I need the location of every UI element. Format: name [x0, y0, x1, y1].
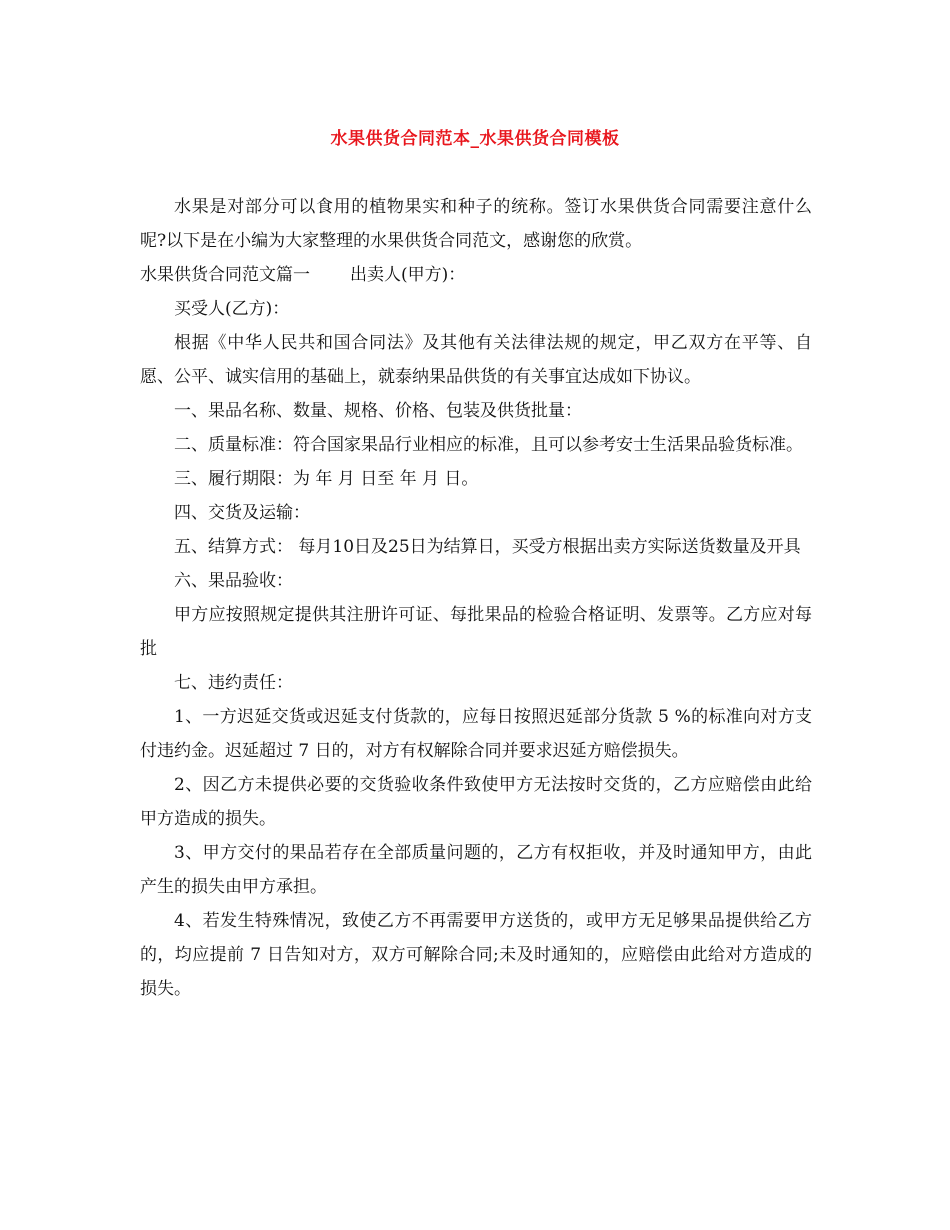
section-heading: 水果供货合同范文篇一 — [140, 265, 310, 285]
clause-6: 六、果品验收： — [174, 571, 293, 591]
document-title: 水果供货合同范本_水果供货合同模板 — [330, 129, 620, 149]
liability-item-1: 1、一方迟延交货或迟延支付货款的，应每日按照迟延部分货款 5 %的标准向对方支付违约金。迟延超过 7 日的，对方有权解除合同并要求迟延方赔偿损失。 — [140, 707, 812, 761]
clause-7: 七、违约责任： — [174, 673, 293, 693]
liability-item-2: 2、因乙方未提供必要的交货验收条件致使甲方无法按时交货的，乙方应赔偿由此给甲方造成的损失。 — [140, 775, 812, 829]
clause-3: 三、履行期限：为 年 月 日至 年 月 日。 — [174, 469, 479, 489]
seller-label: 出卖人(甲方)： — [350, 265, 466, 285]
clause-6-text: 甲方应按照规定提供其注册许可证、每批果品的检验合格证明、发票等。乙方应对每批 — [140, 605, 812, 659]
preamble-paragraph: 根据《中华人民共和国合同法》及其他有关法律法规的规定，甲乙双方在平等、自愿、公平、诚实信用的基础上，就泰纳果品供货的有关事宜达成如下协议。 — [140, 333, 812, 387]
liability-item-4: 4、若发生特殊情况，致使乙方不再需要甲方送货的，或甲方无足够果品提供给乙方的，均应提前 7 日告知对方，双方可解除合同;未及时通知的，应赔偿由此给对方造成的损失。 — [140, 911, 812, 999]
document-body — [140, 190, 812, 1006]
section-heading-line — [140, 258, 812, 292]
clause-4: 四、交货及运输： — [174, 503, 310, 523]
clause-5: 五、结算方式： 每月10日及25日为结算日，买受方根据出卖方实际送货数量及开具 — [174, 537, 801, 557]
clause-1: 一、果品名称、数量、规格、价格、包装及供货批量： — [174, 401, 582, 421]
liability-item-3: 3、甲方交付的果品若存在全部质量问题的，乙方有权拒收，并及时通知甲方，由此产生的损失由甲方承担。 — [140, 843, 812, 897]
clause-2: 二、质量标准：符合国家果品行业相应的标准，且可以参考安士生活果品验货标准。 — [174, 435, 803, 455]
intro-paragraph: 水果是对部分可以食用的植物果实和种子的统称。签订水果供货合同需要注意什么呢?以下是在小编为大家整理的水果供货合同范文，感谢您的欣赏。 — [140, 197, 812, 251]
buyer-label: 买受人(乙方)： — [174, 299, 290, 319]
